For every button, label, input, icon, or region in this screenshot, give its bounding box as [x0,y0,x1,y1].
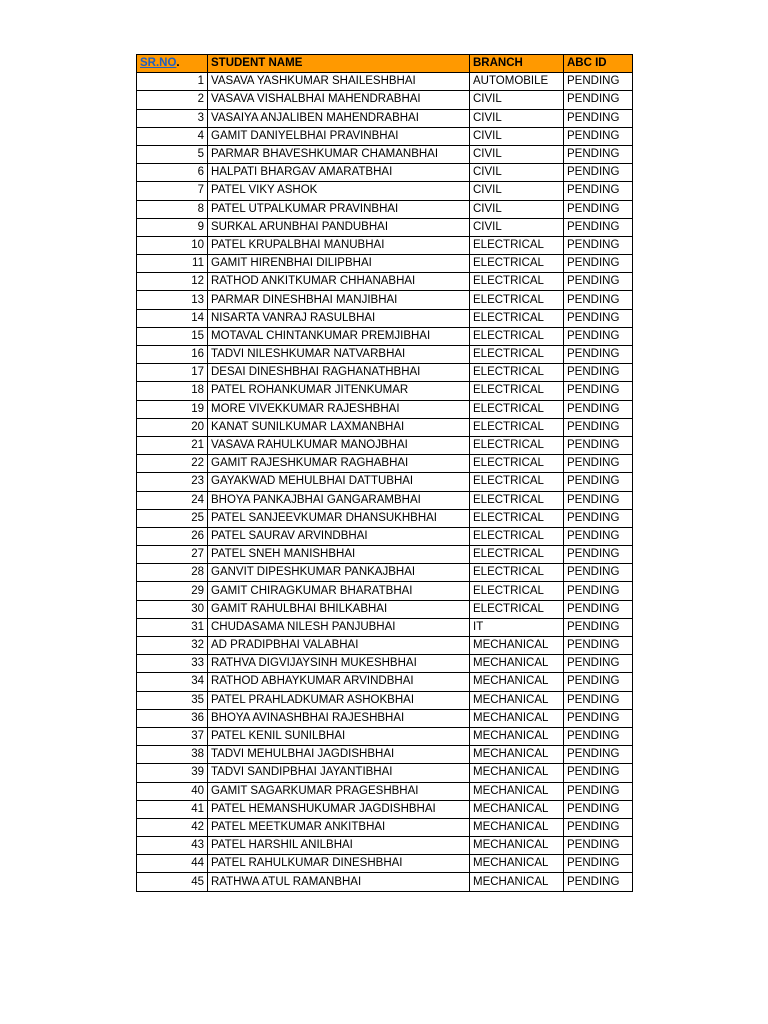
cell-sr-no: 38 [137,746,208,764]
cell-branch: MECHANICAL [470,800,564,818]
cell-student-name: TADVI SANDIPBHAI JAYANTIBHAI [208,764,470,782]
cell-branch: CIVIL [470,164,564,182]
cell-sr-no: 42 [137,818,208,836]
cell-student-name: RATHOD ANKITKUMAR CHHANABHAI [208,273,470,291]
cell-sr-no: 44 [137,855,208,873]
cell-student-name: TADVI MEHULBHAI JAGDISHBHAI [208,746,470,764]
cell-branch: ELECTRICAL [470,473,564,491]
cell-branch: ELECTRICAL [470,309,564,327]
table-row [137,691,633,709]
table-row [137,109,633,127]
cell-abc-id: PENDING [564,491,633,509]
cell-branch: MECHANICAL [470,691,564,709]
cell-sr-no: 37 [137,727,208,745]
cell-sr-no: 4 [137,127,208,145]
table-row [137,727,633,745]
cell-student-name: GAMIT DANIYELBHAI PRAVINBHAI [208,127,470,145]
cell-sr-no: 32 [137,637,208,655]
table-row [137,800,633,818]
cell-abc-id: PENDING [564,691,633,709]
table-row [137,145,633,163]
cell-branch: MECHANICAL [470,855,564,873]
cell-student-name: GAMIT HIRENBHAI DILIPBHAI [208,255,470,273]
cell-branch: ELECTRICAL [470,582,564,600]
table-row [137,618,633,636]
cell-branch: MECHANICAL [470,764,564,782]
cell-sr-no: 27 [137,546,208,564]
cell-sr-no: 36 [137,709,208,727]
cell-student-name: VASAVA VISHALBHAI MAHENDRABHAI [208,91,470,109]
cell-sr-no: 10 [137,236,208,254]
cell-sr-no: 7 [137,182,208,200]
cell-branch: IT [470,618,564,636]
table-row [137,309,633,327]
cell-abc-id: PENDING [564,618,633,636]
cell-abc-id: PENDING [564,436,633,454]
cell-abc-id: PENDING [564,309,633,327]
table-row [137,746,633,764]
cell-student-name: VASAVA YASHKUMAR SHAILESHBHAI [208,73,470,91]
cell-branch: ELECTRICAL [470,255,564,273]
cell-abc-id: PENDING [564,600,633,618]
cell-abc-id: PENDING [564,364,633,382]
cell-student-name: TADVI NILESHKUMAR NATVARBHAI [208,346,470,364]
table-row [137,837,633,855]
cell-sr-no: 14 [137,309,208,327]
cell-branch: ELECTRICAL [470,400,564,418]
cell-abc-id: PENDING [564,91,633,109]
cell-sr-no: 11 [137,255,208,273]
cell-sr-no: 9 [137,218,208,236]
cell-branch: ELECTRICAL [470,382,564,400]
cell-student-name: RATHWA ATUL RAMANBHAI [208,873,470,891]
cell-abc-id: PENDING [564,673,633,691]
cell-branch: MECHANICAL [470,837,564,855]
table-row [137,673,633,691]
cell-sr-no: 26 [137,527,208,545]
cell-student-name: PATEL SNEH MANISHBHAI [208,546,470,564]
cell-sr-no: 25 [137,509,208,527]
cell-sr-no: 28 [137,564,208,582]
cell-abc-id: PENDING [564,746,633,764]
cell-abc-id: PENDING [564,818,633,836]
cell-student-name: RATHOD ABHAYKUMAR ARVINDBHAI [208,673,470,691]
cell-student-name: PATEL RAHULKUMAR DINESHBHAI [208,855,470,873]
cell-branch: ELECTRICAL [470,291,564,309]
cell-sr-no: 5 [137,145,208,163]
cell-branch: ELECTRICAL [470,600,564,618]
cell-student-name: GAMIT CHIRAGKUMAR BHARATBHAI [208,582,470,600]
cell-branch: MECHANICAL [470,637,564,655]
table-row [137,382,633,400]
cell-sr-no: 31 [137,618,208,636]
cell-branch: CIVIL [470,145,564,163]
cell-branch: ELECTRICAL [470,491,564,509]
cell-sr-no: 16 [137,346,208,364]
cell-sr-no: 41 [137,800,208,818]
cell-sr-no: 30 [137,600,208,618]
cell-branch: CIVIL [470,109,564,127]
cell-abc-id: PENDING [564,273,633,291]
cell-abc-id: PENDING [564,546,633,564]
cell-branch: ELECTRICAL [470,346,564,364]
cell-sr-no: 39 [137,764,208,782]
table-row [137,509,633,527]
cell-abc-id: PENDING [564,182,633,200]
table-row [137,637,633,655]
cell-branch: CIVIL [470,218,564,236]
cell-abc-id: PENDING [564,764,633,782]
cell-abc-id: PENDING [564,200,633,218]
cell-branch: MECHANICAL [470,655,564,673]
cell-branch: ELECTRICAL [470,509,564,527]
cell-abc-id: PENDING [564,346,633,364]
cell-abc-id: PENDING [564,236,633,254]
cell-branch: ELECTRICAL [470,273,564,291]
cell-abc-id: PENDING [564,527,633,545]
cell-abc-id: PENDING [564,109,633,127]
table-row [137,564,633,582]
cell-student-name: PATEL UTPALKUMAR PRAVINBHAI [208,200,470,218]
table-row [137,764,633,782]
cell-branch: CIVIL [470,127,564,145]
cell-sr-no: 24 [137,491,208,509]
header-abc-id: ABC ID [564,55,633,73]
cell-student-name: MORE VIVEKKUMAR RAJESHBHAI [208,400,470,418]
cell-student-name: NISARTA VANRAJ RASULBHAI [208,309,470,327]
cell-branch: ELECTRICAL [470,436,564,454]
table-row [137,818,633,836]
table-row [137,400,633,418]
header-student-name: STUDENT NAME [208,55,470,73]
cell-student-name: MOTAVAL CHINTANKUMAR PREMJIBHAI [208,327,470,345]
cell-sr-no: 35 [137,691,208,709]
cell-abc-id: PENDING [564,782,633,800]
cell-branch: CIVIL [470,182,564,200]
table-row [137,164,633,182]
cell-student-name: PATEL HARSHIL ANILBHAI [208,837,470,855]
cell-sr-no: 12 [137,273,208,291]
cell-student-name: KANAT SUNILKUMAR LAXMANBHAI [208,418,470,436]
table-row [137,655,633,673]
student-table [136,54,633,892]
table-row [137,273,633,291]
table-row [137,546,633,564]
table-row [137,218,633,236]
cell-student-name: GAMIT SAGARKUMAR PRAGESHBHAI [208,782,470,800]
cell-sr-no: 3 [137,109,208,127]
cell-sr-no: 43 [137,837,208,855]
cell-sr-no: 1 [137,73,208,91]
cell-sr-no: 15 [137,327,208,345]
cell-abc-id: PENDING [564,127,633,145]
cell-student-name: GAMIT RAJESHKUMAR RAGHABHAI [208,455,470,473]
cell-branch: AUTOMOBILE [470,73,564,91]
table-row [137,346,633,364]
cell-branch: ELECTRICAL [470,327,564,345]
cell-abc-id: PENDING [564,473,633,491]
cell-abc-id: PENDING [564,509,633,527]
cell-branch: MECHANICAL [470,727,564,745]
student-table-sheet [136,54,633,892]
cell-abc-id: PENDING [564,873,633,891]
table-row [137,527,633,545]
cell-student-name: VASAVA RAHULKUMAR MANOJBHAI [208,436,470,454]
table-row [137,782,633,800]
cell-student-name: HALPATI BHARGAV AMARATBHAI [208,164,470,182]
cell-abc-id: PENDING [564,73,633,91]
table-row [137,91,633,109]
cell-sr-no: 29 [137,582,208,600]
cell-branch: CIVIL [470,91,564,109]
cell-branch: ELECTRICAL [470,455,564,473]
cell-sr-no: 8 [137,200,208,218]
cell-sr-no: 13 [137,291,208,309]
table-row [137,364,633,382]
cell-student-name: GAYAKWAD MEHULBHAI DATTUBHAI [208,473,470,491]
table-row [137,182,633,200]
cell-abc-id: PENDING [564,400,633,418]
cell-abc-id: PENDING [564,855,633,873]
table-row [137,436,633,454]
table-row [137,73,633,91]
cell-abc-id: PENDING [564,255,633,273]
table-row [137,600,633,618]
cell-abc-id: PENDING [564,291,633,309]
cell-sr-no: 20 [137,418,208,436]
cell-student-name: BHOYA PANKAJBHAI GANGARAMBHAI [208,491,470,509]
cell-abc-id: PENDING [564,382,633,400]
cell-abc-id: PENDING [564,418,633,436]
cell-abc-id: PENDING [564,727,633,745]
cell-branch: MECHANICAL [470,873,564,891]
table-row [137,873,633,891]
cell-abc-id: PENDING [564,164,633,182]
cell-student-name: SURKAL ARUNBHAI PANDUBHAI [208,218,470,236]
cell-branch: MECHANICAL [470,782,564,800]
cell-branch: ELECTRICAL [470,564,564,582]
table-row [137,455,633,473]
table-row [137,327,633,345]
cell-branch: MECHANICAL [470,746,564,764]
cell-branch: ELECTRICAL [470,236,564,254]
cell-student-name: PATEL ROHANKUMAR JITENKUMAR [208,382,470,400]
cell-sr-no: 40 [137,782,208,800]
cell-branch: ELECTRICAL [470,527,564,545]
cell-sr-no: 6 [137,164,208,182]
table-body [137,73,633,891]
cell-student-name: PATEL VIKY ASHOK [208,182,470,200]
cell-sr-no: 34 [137,673,208,691]
table-row [137,491,633,509]
table-row [137,709,633,727]
cell-student-name: PARMAR DINESHBHAI MANJIBHAI [208,291,470,309]
cell-branch: ELECTRICAL [470,364,564,382]
cell-branch: MECHANICAL [470,818,564,836]
cell-abc-id: PENDING [564,564,633,582]
cell-sr-no: 22 [137,455,208,473]
cell-sr-no: 18 [137,382,208,400]
cell-abc-id: PENDING [564,218,633,236]
cell-sr-no: 33 [137,655,208,673]
cell-student-name: BHOYA AVINASHBHAI RAJESHBHAI [208,709,470,727]
table-row [137,473,633,491]
cell-sr-no: 23 [137,473,208,491]
cell-sr-no: 2 [137,91,208,109]
table-row [137,582,633,600]
cell-student-name: PATEL KRUPALBHAI MANUBHAI [208,236,470,254]
cell-abc-id: PENDING [564,582,633,600]
sr-no-suffix: . [176,57,180,70]
cell-student-name: PATEL MEETKUMAR ANKITBHAI [208,818,470,836]
cell-abc-id: PENDING [564,145,633,163]
cell-abc-id: PENDING [564,655,633,673]
cell-student-name: CHUDASAMA NILESH PANJUBHAI [208,618,470,636]
cell-student-name: AD PRADIPBHAI VALABHAI [208,637,470,655]
cell-abc-id: PENDING [564,837,633,855]
table-row [137,855,633,873]
cell-student-name: PARMAR BHAVESHKUMAR CHAMANBHAI [208,145,470,163]
cell-branch: CIVIL [470,200,564,218]
cell-abc-id: PENDING [564,709,633,727]
table-row [137,418,633,436]
sr-no-link[interactable]: SR.NO [140,57,177,70]
cell-student-name: PATEL PRAHLADKUMAR ASHOKBHAI [208,691,470,709]
cell-abc-id: PENDING [564,327,633,345]
cell-sr-no: 17 [137,364,208,382]
cell-branch: ELECTRICAL [470,418,564,436]
header-branch: BRANCH [470,55,564,73]
cell-student-name: PATEL SAURAV ARVINDBHAI [208,527,470,545]
cell-sr-no: 45 [137,873,208,891]
cell-student-name: GANVIT DIPESHKUMAR PANKAJBHAI [208,564,470,582]
cell-sr-no: 21 [137,436,208,454]
cell-student-name: RATHVA DIGVIJAYSINH MUKESHBHAI [208,655,470,673]
cell-branch: MECHANICAL [470,709,564,727]
header-sr-no [137,55,208,73]
cell-student-name: DESAI DINESHBHAI RAGHANATHBHAI [208,364,470,382]
table-row [137,255,633,273]
cell-student-name: GAMIT RAHULBHAI BHILKABHAI [208,600,470,618]
header-row [137,55,633,73]
cell-sr-no: 19 [137,400,208,418]
cell-student-name: VASAIYA ANJALIBEN MAHENDRABHAI [208,109,470,127]
table-row [137,127,633,145]
table-row [137,291,633,309]
table-header [137,55,633,73]
cell-abc-id: PENDING [564,800,633,818]
table-row [137,200,633,218]
cell-abc-id: PENDING [564,455,633,473]
cell-student-name: PATEL HEMANSHUKUMAR JAGDISHBHAI [208,800,470,818]
cell-branch: ELECTRICAL [470,546,564,564]
table-row [137,236,633,254]
cell-student-name: PATEL SANJEEVKUMAR DHANSUKHBHAI [208,509,470,527]
cell-student-name: PATEL KENIL SUNILBHAI [208,727,470,745]
cell-branch: MECHANICAL [470,673,564,691]
cell-abc-id: PENDING [564,637,633,655]
